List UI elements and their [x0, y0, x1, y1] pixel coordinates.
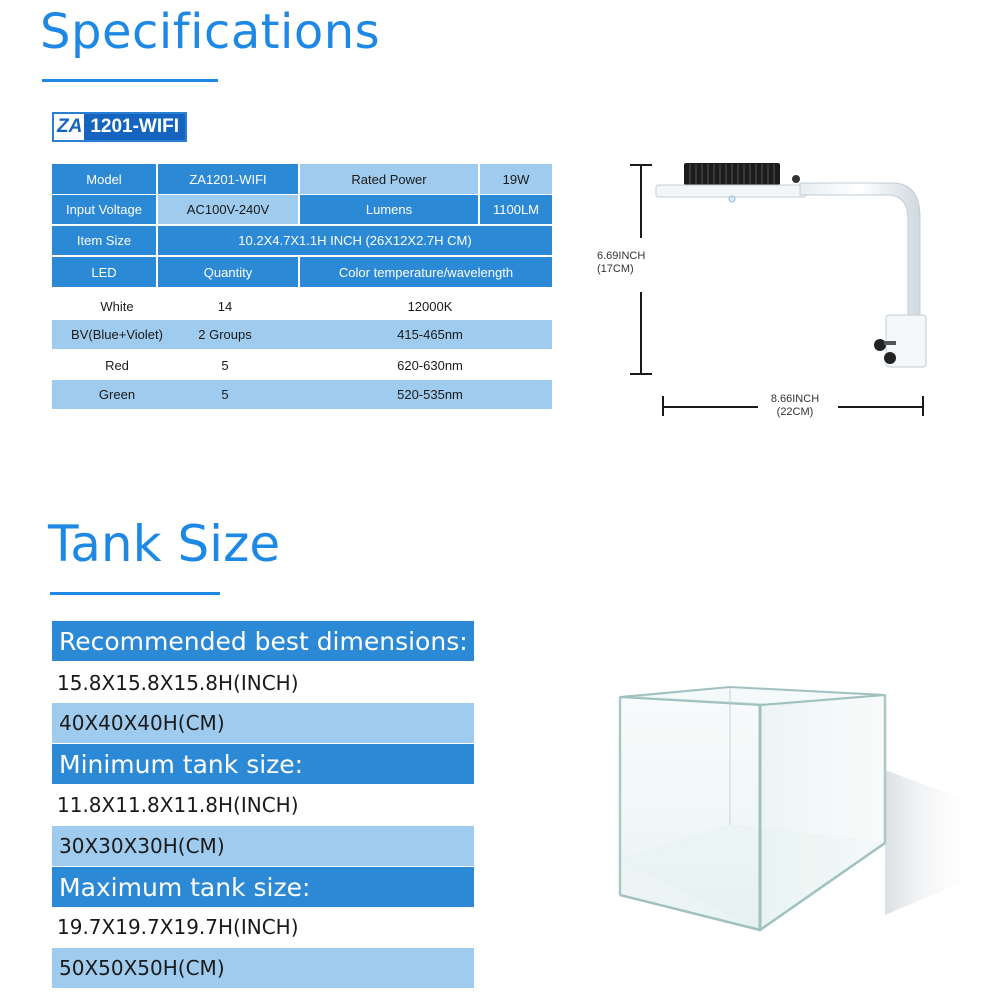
title-underline — [50, 592, 220, 595]
model-badge — [52, 112, 187, 142]
quantity-header: Quantity — [158, 257, 298, 287]
input-voltage-value: AC100V-240V — [158, 195, 298, 224]
lumens-value: 1100LM — [480, 195, 552, 224]
led-row-quantity: 5 — [221, 357, 229, 373]
recommended-inch: 15.8X15.8X15.8H(INCH) — [57, 671, 299, 695]
rated-power-label: Rated Power — [300, 164, 478, 194]
badge-suffix: 1201-WIFI — [84, 114, 185, 140]
led-header: LED — [52, 257, 156, 287]
led-row-name: Green — [98, 387, 136, 402]
specifications-title: Specifications — [40, 4, 381, 60]
minimum-inch: 11.8X11.8X11.8H(INCH) — [57, 793, 299, 817]
height-inch: 6.69INCH — [597, 250, 646, 262]
recommended-label: Recommended best dimensions: — [52, 621, 474, 661]
glass-tank-illustration — [600, 675, 990, 945]
width-cm: (22CM) — [776, 406, 814, 418]
maximum-inch: 19.7X19.7X19.7H(INCH) — [57, 915, 299, 939]
rated-power-value: 19W — [480, 164, 552, 194]
led-row-color: 520-535nm — [397, 387, 463, 402]
led-row-color: 415-465nm — [397, 327, 463, 342]
dim-line — [662, 406, 758, 408]
width-dimension-label — [755, 393, 835, 419]
led-row-color: 620-630nm — [397, 357, 463, 373]
model-value: ZA1201-WIFI — [158, 164, 298, 194]
maximum-label: Maximum tank size: — [52, 867, 474, 907]
item-size-label: Item Size — [52, 226, 156, 255]
title-underline — [42, 79, 218, 82]
minimum-label: Minimum tank size: — [52, 744, 474, 784]
color-header: Color temperature/wavelength — [300, 257, 552, 287]
tank-size-title: Tank Size — [48, 515, 281, 573]
dim-line — [838, 406, 924, 408]
led-row-quantity: 14 — [217, 298, 233, 314]
led-row-name: White — [100, 298, 134, 314]
maximum-cm: 50X50X50H(CM) — [52, 948, 474, 988]
dim-line — [640, 164, 642, 238]
item-size-value: 10.2X4.7X1.1H INCH (26X12X2.7H CM) — [158, 226, 552, 255]
height-cm: (17CM) — [597, 263, 634, 275]
lumens-label: Lumens — [300, 195, 478, 224]
led-row-color: 12000K — [407, 298, 453, 314]
led-row-quantity: 5 — [221, 387, 229, 402]
width-inch: 8.66INCH — [770, 393, 820, 405]
dim-tick — [630, 373, 652, 375]
dim-tick — [922, 396, 924, 416]
input-voltage-label: Input Voltage — [52, 195, 156, 224]
minimum-cm: 30X30X30H(CM) — [52, 826, 474, 866]
aquarium-light-illustration — [650, 155, 940, 385]
model-label: Model — [52, 164, 156, 194]
led-row-name: BV(Blue+Violet) — [71, 327, 163, 342]
led-row-name: Red — [105, 357, 129, 373]
led-row-quantity: 2 Groups — [198, 327, 252, 342]
recommended-cm: 40X40X40H(CM) — [52, 703, 474, 743]
badge-prefix: ZA — [54, 114, 84, 140]
dim-line — [640, 292, 642, 374]
